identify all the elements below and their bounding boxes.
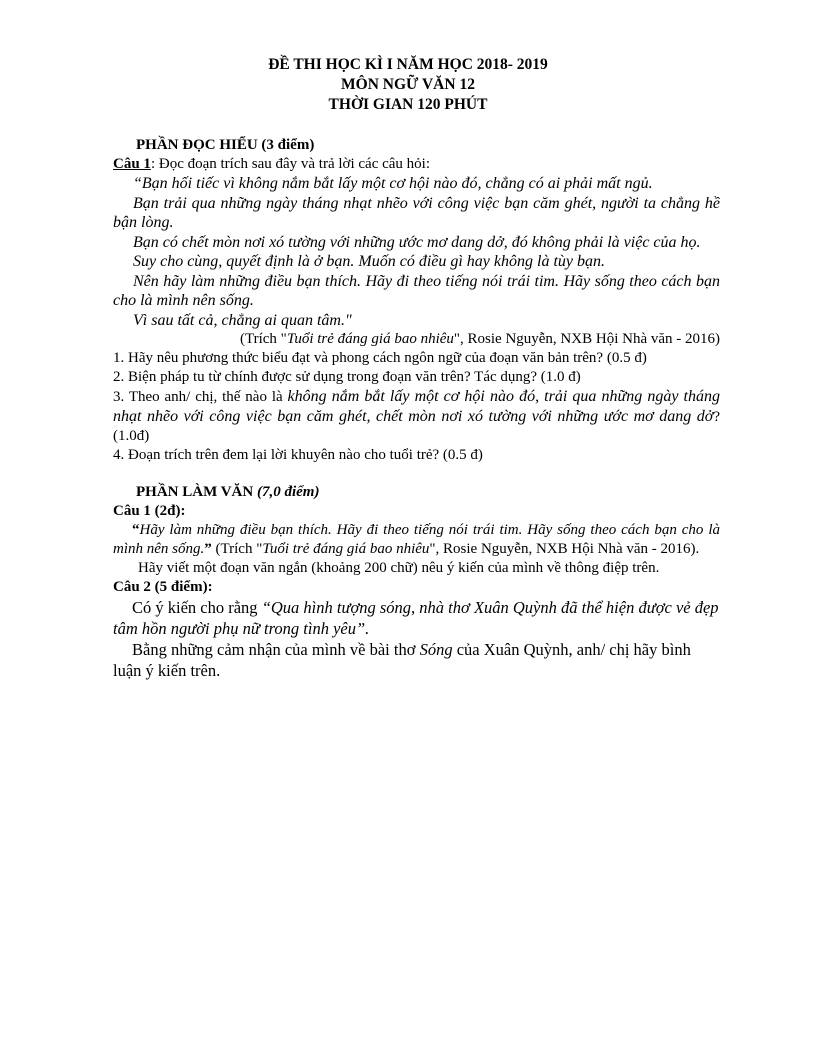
essay-1-label: Câu 1 (2đ): — [113, 503, 186, 519]
passage-line: Bạn trải qua những ngày tháng nhạt nhẽo với công việc bạn căm ghét, người ta chẳng hề bận lòng. — [113, 194, 720, 231]
passage-line: “Bạn hối tiếc vì không nắm bắt lấy một cơ hội nào đó, chẳng có ai phải mất ngủ. — [133, 175, 653, 192]
source-title: Tuổi trẻ đáng giá bao nhiêu — [286, 331, 454, 347]
passage-line: Suy cho cùng, quyết định là ở bạn. Muốn có điều gì hay không là tùy bạn. — [133, 253, 605, 270]
question-1-text: : Đọc đoạn trích sau đây và trả lời các câu hỏi: — [150, 156, 431, 172]
essay-1-prompt: “Hãy làm những điều bạn thích. Hãy đi theo tiếng nói trái tim. Hãy sống theo cách bạn cho là mình nên sống.” (Trích "Tuổi trẻ đáng giá bao nhiêu", Rosie Nguyễn, NXB Hội Nhà văn - 2016). — [113, 522, 720, 557]
essay-1-source-title: Tuổi trẻ đáng giá bao nhiêu — [262, 541, 430, 557]
reading-passage — [113, 174, 720, 330]
essay-2-task: Bằng những cảm nhận của mình về bài thơ Sóng của Xuân Quỳnh, anh/ chị hãy bình luận ý kiến trên. — [113, 640, 691, 680]
writing-heading: PHẦN LÀM VĂN (7,0 điểm) — [136, 484, 320, 500]
question-item-2: 2. Biện pháp tu từ chính được sử dụng trong đoạn văn trên? Tác dụng? (1.0 đ) — [113, 369, 581, 385]
writing-points: (7,0 điểm) — [256, 484, 320, 500]
essay-1-quote: Hãy làm những điều bạn thích. Hãy đi theo tiếng nói trái tim. Hãy sống theo cách bạn cho là mình nên sống. — [113, 522, 720, 557]
passage-line: Bạn có chết mòn nơi xó tường với những ước mơ dang dở, đó không phải là việc của họ. — [133, 233, 701, 251]
question-3-quote: không nắm bắt lấy một cơ hội nào đó, trải qua những ngày tháng nhạt nhẽo với công việc bạn căm ghét, chết mòn nơi xó tường với những ước mơ dang dở — [113, 388, 720, 425]
question-item-3: 3. Theo anh/ chị, thế nào là không nắm bắt lấy một cơ hội nào đó, trải qua những ngày tháng nhạt nhẽo với công việc bạn căm ghét, chết mòn nơi xó tường với những ước mơ dang dở? (1.0đ) — [113, 388, 720, 444]
poem-title: Sóng — [419, 640, 453, 659]
essay-2-quote: “Qua hình tượng sóng, nhà thơ Xuân Quỳnh đã thể hiện được vẻ đẹp tâm hồn người phụ nữ trong tình yêu”. — [113, 598, 719, 638]
passage-line: Nên hãy làm những điều bạn thích. Hãy đi theo tiếng nói trái tim. Hãy sống theo cách bạn cho là mình nên sống. — [113, 272, 720, 309]
question-1-label: Câu 1 — [113, 156, 151, 172]
essay-1-task: Hãy viết một đoạn văn ngắn (khoảng 200 chữ) nêu ý kiến của mình về thông điệp trên. — [138, 560, 660, 576]
exam-title: ĐỀ THI HỌC KÌ I NĂM HỌC 2018- 2019 — [268, 56, 548, 73]
passage-line: Vì sau tất cả, chẳng ai quan tâm." — [133, 311, 352, 329]
essay-2-prompt: Có ý kiến cho rằng “Qua hình tượng sóng, nhà thơ Xuân Quỳnh đã thể hiện được vẻ đẹp tâm hồn người phụ nữ trong tình yêu”. — [113, 598, 719, 638]
question-item-4: 4. Đoạn trích trên đem lại lời khuyên nào cho tuổi trẻ? (0.5 đ) — [113, 447, 483, 463]
subject-title: MÔN NGỮ VĂN 12 — [341, 76, 475, 93]
question-1-intro — [113, 155, 720, 174]
reading-heading: PHẦN ĐỌC HIỂU (3 điểm) — [136, 137, 315, 153]
passage-source: (Trích "Tuổi trẻ đáng giá bao nhiêu", Rosie Nguyễn, NXB Hội Nhà văn - 2016) — [239, 331, 720, 347]
exam-content — [113, 136, 720, 681]
essay-2-label: Câu 2 (5 điểm): — [113, 579, 213, 595]
duration-title: THỜI GIAN 120 PHÚT — [328, 96, 488, 113]
section-gap — [113, 465, 720, 483]
question-item-1: 1. Hãy nêu phương thức biểu đạt và phong cách ngôn ngữ của đoạn văn bản trên? (0.5 đ) — [113, 350, 647, 366]
